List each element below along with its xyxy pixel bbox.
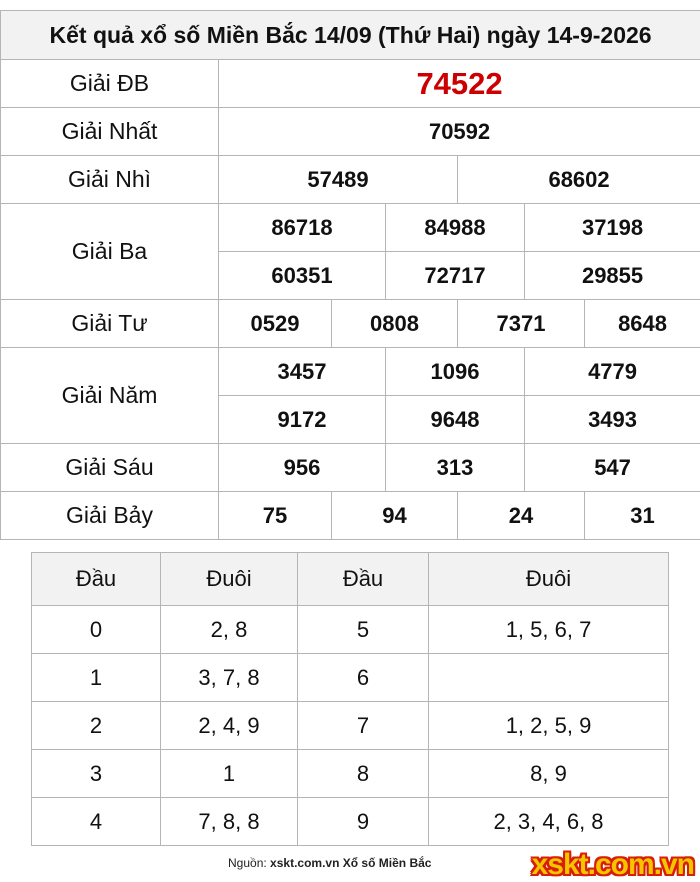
third-prize-number: 60351 (219, 252, 386, 300)
third-prize-number: 72717 (386, 252, 525, 300)
loto-tail-digits: 1, 2, 5, 9 (429, 702, 669, 750)
prize-label-sau: Giải Sáu (1, 444, 219, 492)
results-title: Kết quả xổ số Miền Bắc 14/09 (Thứ Hai) ngày 14-9-2026 (1, 11, 700, 60)
third-prize-number: 86718 (219, 204, 386, 252)
third-prize-number: 29855 (525, 252, 700, 300)
fifth-prize-number: 9172 (219, 396, 386, 444)
loto-header-duoi: Đuôi (161, 553, 298, 606)
loto-header-dau: Đầu (298, 553, 429, 606)
sixth-prize-number: 547 (525, 444, 700, 492)
fourth-prize-number: 7371 (458, 300, 585, 348)
source-credit (228, 856, 431, 870)
seventh-prize-number: 75 (219, 492, 332, 540)
loto-head-digit: 6 (298, 654, 429, 702)
sixth-prize-number: 313 (386, 444, 525, 492)
loto-row (32, 750, 669, 798)
loto-head-digit: 0 (32, 606, 161, 654)
fifth-prize-number: 3493 (525, 396, 700, 444)
source-label: Nguồn: (228, 856, 267, 870)
fifth-prize-number: 1096 (386, 348, 525, 396)
prize-label-nam: Giải Năm (1, 348, 219, 444)
loto-head-digit: 4 (32, 798, 161, 846)
loto-header-row (32, 553, 669, 606)
results-table (0, 10, 700, 540)
prize-label-db: Giải ĐB (1, 60, 219, 108)
fourth-prize-number: 0808 (332, 300, 458, 348)
fourth-prize-number: 0529 (219, 300, 332, 348)
loto-row (32, 654, 669, 702)
site-logo[interactable]: xskt.com.vn (532, 848, 694, 882)
prize-label-nhat: Giải Nhất (1, 108, 219, 156)
fifth-prize-number: 4779 (525, 348, 700, 396)
loto-head-digit: 8 (298, 750, 429, 798)
loto-head-digit: 9 (298, 798, 429, 846)
second-prize-number: 57489 (219, 156, 458, 204)
loto-row (32, 606, 669, 654)
prize-label-tu: Giải Tư (1, 300, 219, 348)
loto-tail-digits: 2, 4, 9 (161, 702, 298, 750)
second-prize-number: 68602 (458, 156, 700, 204)
source-site-link[interactable]: xskt.com.vn (270, 856, 339, 870)
prize-label-nhi: Giải Nhì (1, 156, 219, 204)
loto-head-digit: 5 (298, 606, 429, 654)
seventh-prize-number: 94 (332, 492, 458, 540)
loto-tail-digits: 7, 8, 8 (161, 798, 298, 846)
loto-header-dau: Đầu (32, 553, 161, 606)
loto-row (32, 798, 669, 846)
loto-row (32, 702, 669, 750)
footer (0, 848, 700, 878)
third-prize-number: 37198 (525, 204, 700, 252)
loto-tail-digits: 2, 8 (161, 606, 298, 654)
third-prize-number: 84988 (386, 204, 525, 252)
loto-tail-digits: 2, 3, 4, 6, 8 (429, 798, 669, 846)
fifth-prize-number: 9648 (386, 396, 525, 444)
loto-tail-digits: 1 (161, 750, 298, 798)
loto-tail-digits: 3, 7, 8 (161, 654, 298, 702)
loto-table (31, 552, 669, 846)
fourth-prize-number: 8648 (585, 300, 700, 348)
sixth-prize-number: 956 (219, 444, 386, 492)
prize-label-bay: Giải Bảy (1, 492, 219, 540)
loto-header-duoi: Đuôi (429, 553, 669, 606)
seventh-prize-number: 24 (458, 492, 585, 540)
loto-head-digit: 7 (298, 702, 429, 750)
loto-tail-digits: 1, 5, 6, 7 (429, 606, 669, 654)
loto-head-digit: 2 (32, 702, 161, 750)
loto-tail-digits (429, 654, 669, 702)
first-prize-number: 70592 (219, 108, 700, 156)
loto-head-digit: 3 (32, 750, 161, 798)
loto-tail-digits: 8, 9 (429, 750, 669, 798)
special-prize-number: 74522 (219, 60, 700, 108)
prize-label-ba: Giải Ba (1, 204, 219, 300)
loto-head-digit: 1 (32, 654, 161, 702)
source-name: Xổ số Miền Bắc (343, 856, 432, 870)
seventh-prize-number: 31 (585, 492, 700, 540)
fifth-prize-number: 3457 (219, 348, 386, 396)
